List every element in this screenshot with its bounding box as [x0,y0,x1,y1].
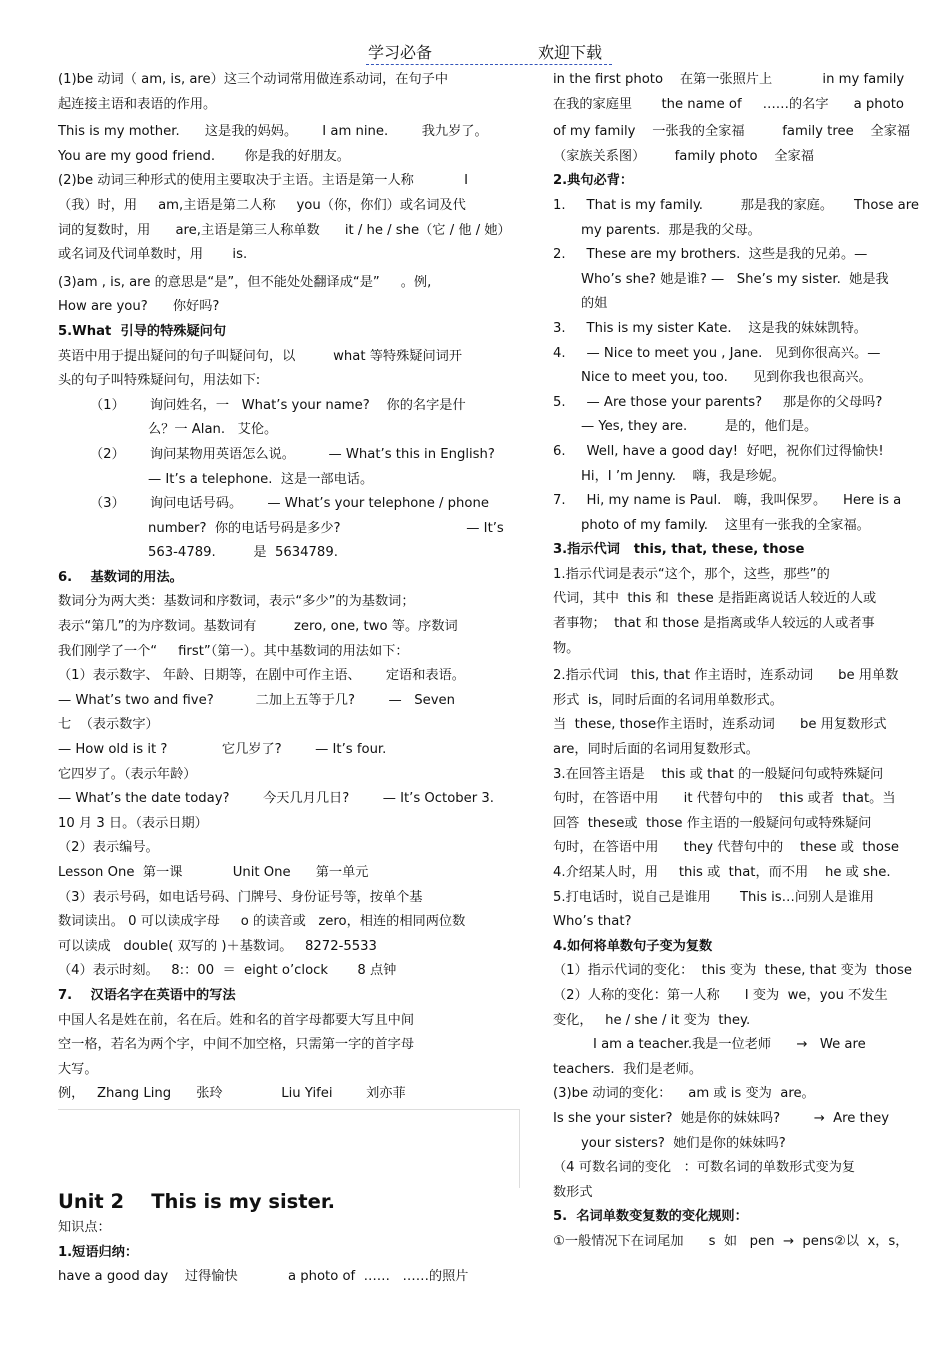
text-line: （1）指示代词的变化： this 变为 these, that 变为 those [553,963,912,979]
text-line: (2)be 动词三种形式的使用主要取决于主语。主语是第一人称 I [58,173,469,189]
text-line: 数词读出。 0 可以读成字母 o 的读音或 zero，相连的相同两位数 [58,914,466,930]
section-heading: 1.短语归纳： [58,1244,139,1260]
text-line: are，同时后面的名词用复数形式。 [553,742,759,758]
text-line: 物。 [553,640,580,656]
text-line: 英语中用于提出疑问的句子叫疑问句，以 what 等特殊疑问词开 [58,348,463,364]
list-item: （2） 询问某物用英语怎么说。 — What’s this in English? [90,446,495,462]
text-line: 10 月 3 日。（表示日期） [58,815,208,831]
list-item: （1） 询问姓名，一 What’s your name? 你的名字是什 [90,397,466,413]
text-line: — How old is it ? 它几岁了? — It’s four. [58,742,387,758]
section-heading: 2.典句必背： [553,173,634,189]
list-item: 5. — Are those your parents? 那是你的父母吗? [553,394,883,410]
text-line: （1）表示数字、 年龄、日期等，在剧中可作主语、 定语和表语。 [58,668,465,684]
text-line: Lesson One 第一课 Unit One 第一单元 [58,865,369,880]
text-line: 4.介绍某人时，用 this 或 that，而不用 he 或 she. [553,865,891,880]
list-item-cont: photo of my family. 这里有一张我的全家福。 [581,517,870,533]
list-item: 2. These are my brothers. 这些是我的兄弟。— [553,247,868,263]
text-line: 句时，在答语中用 they 代替句中的 these 或 those [553,840,899,856]
text-line: 者事物； that 和 those 是指离或华人较远的人或者事 [553,616,875,632]
list-item-cont: 563-4789. 是 5634789. [148,545,338,561]
text-line: 大写。 [58,1061,98,1077]
text-line: 可以读成 double( 双写的 )＋基数词。 8272-5533 [58,938,377,954]
text-line: 形式 is，同时后面的名词用单数形式。 [553,692,783,708]
list-item: 7. Hi, my name is Paul. 嗨，我叫保罗。 Here is a [553,493,902,509]
text-line: 或名词及代词单数时，用 is. [58,247,248,263]
header-right: 欢迎下载 [538,43,603,62]
section-heading: 6. 基数词的用法。 [58,569,183,585]
text-line: I am a teacher.我是一位老师 → We are [593,1037,866,1053]
text-line: 句时，在答语中用 it 代替句中的 this 或者 that。当 [553,791,896,807]
text-line: 七 （表示数字） [58,717,159,733]
text-line: You are my good friend. 你是我的好朋友。 [58,148,350,164]
page-header [0,40,950,66]
unit-title: Unit 2 This is my sister. [58,1189,336,1213]
text-line: 知识点： [58,1219,111,1235]
text-line: 1.指示代词是表示“这个，那个，这些，那些”的 [553,566,830,582]
text-line: （4）表示时刻。 8:：00 ＝ eight o’clock 8 点钟 [58,963,397,979]
text-line: 头的句子叫特殊疑问句，用法如下: [58,373,261,389]
header-left: 学习必备 [368,43,433,62]
list-item-cont: 么？一 Alan. 艾伦。 [148,422,278,438]
text-line: （2）表示编号。 [58,840,159,856]
section-heading: 5.What 引导的特殊疑问句 [58,323,227,339]
list-item: 3. This is my sister Kate. 这是我的妹妹凯特。 [553,320,867,336]
list-item-cont: Nice to meet you, too. 见到你我也很高兴。 [581,370,872,386]
text-line: （4 可数名词的变化 ：可数名词的单数形式变为复 [553,1160,856,1176]
text-line: Is she your sister? 她是你的妹妹吗? → Are they [553,1110,890,1126]
text-line: 5.打电话时，说自己是谁用 This is…问别人是谁用 [553,889,874,905]
text-line: 数形式 [553,1184,593,1200]
text-line: 回答 these或 those 作主语的一般疑问句或特殊疑问 [553,815,872,831]
list-item: （3） 询问电话号码。 — What’s your telephone / phone [90,496,489,512]
text-line: （2）人称的变化：第一人称 I 变为 we，you 不发生 [553,987,888,1003]
section-heading: 7. 汉语名字在英语中的写法 [58,987,236,1003]
text-line: (1)be 动词（ am, is, are）这三个动词常用做连系动词，在句子中 [58,72,449,87]
section-heading: 4.如何将单数句子变为复数 [553,938,713,954]
text-line: — What’s two and five? 二加上五等于几? — Seven [58,692,456,708]
text-line: ①一般情况下在词尾加 s 如 pen → pens②以 x，s， [553,1233,909,1249]
blank-box [58,1109,520,1188]
list-item: 1. That is my family. 那是我的家庭。 Those are [553,197,919,213]
text-line: 我们刚学了一个“ first”（第一）。其中基数词的用法如下： [58,643,409,659]
text-line: 它四岁了。（表示年龄） [58,766,197,782]
text-line: 变化， he / she / it 变为 they. [553,1012,751,1028]
list-item: 4. — Nice to meet you , Jane. 见到你很高兴。— [553,345,881,361]
list-item-cont: — Yes, they are. 是的，他们是。 [581,419,818,435]
text-line: How are you? 你好吗? [58,299,220,315]
header-underline [366,64,612,65]
text-line: in the first photo 在第一张照片上 in my family [553,72,905,87]
text-line: 2.指示代词 this, that 作主语时，连系动词 be 用单数 [553,668,899,684]
text-line: 在我的家庭里 the name of ……的名字 a photo [553,96,904,112]
text-line: 空一格，若名为两个字，中间不加空格，只需第一字的首字母 [58,1037,415,1053]
left-column [58,68,518,1290]
list-item-cont: 的姐 [581,296,608,312]
text-line: 词的复数时，用 are,主语是第三人称单数 it / he / she（它 / 他 / 她） [58,222,511,238]
list-item-cont: my parents. 那是我的父母。 [581,222,761,238]
section-heading: 3.指示代词 this, that, these, those [553,542,805,558]
text-line: 数词分为两大类：基数词和序数词，表示“多少”的为基数词； [58,594,415,610]
list-item-cont: number? 你的电话号码是多少? — It’s [148,520,504,536]
list-item-cont: Who’s she? 她是谁? — She’s my sister. 她是我 [581,271,889,287]
text-line: 表示“第几”的为序数词。基数词有 zero, one, two 等。序数词 [58,619,458,635]
right-column [553,68,928,1255]
text-line: your sisters? 她们是你的妹妹吗? [581,1135,786,1151]
list-item: 6. Well, have a good day! 好吧，祝你们过得愉快! [553,443,884,459]
text-line: — What’s the date today? 今天几月几日? — It’s October 3. [58,791,494,807]
list-item-cont: — It’s a telephone. 这是一部电话。 [148,471,374,487]
text-line: （3）表示号码，如电话号码、门牌号、身份证号等，按单个基 [58,889,423,905]
text-line: Who’s that? [553,914,632,930]
text-line: 起连接主语和表语的作用。 [58,96,217,112]
text-line: (3)am , is, are 的意思是“是”，但不能处处翻译成“是” 。例, [58,274,432,290]
list-item-cont: Hi，I ’m Jenny. 嗨，我是珍妮。 [581,468,785,484]
text-line: of my family 一张我的全家福 family tree 全家福 [553,124,911,140]
text-line: have a good day 过得愉快 a photo of …… ……的照片 [58,1269,469,1285]
text-line: 代词，其中 this 和 these 是指距离说话人较近的人或 [553,591,877,607]
text-line: 中国人名是姓在前，名在后。姓和名的首字母都要大写且中间 [58,1012,415,1028]
text-line: （家族关系图） family photo 全家福 [553,148,814,164]
text-line: This is my mother. 这是我的妈妈。 I am nine. 我九岁了。 [58,124,488,140]
text-line: (3)be 动词的变化： am 或 is 变为 are。 [553,1086,815,1102]
text-line: （我）时，用 am,主语是第二人称 you（你，你们）或名词及代 [58,197,466,213]
text-line: 例， Zhang Ling 张玲 Liu Yifei 刘亦菲 [58,1086,406,1102]
section-heading: 5. 名词单数变复数的变化规则： [553,1209,748,1225]
text-line: 3.在回答主语是 this 或 that 的一般疑问句或特殊疑问 [553,766,884,782]
text-line: teachers. 我们是老师。 [553,1061,703,1077]
text-line: 当 these, those作主语时，连系动词 be 用复数形式 [553,717,887,733]
